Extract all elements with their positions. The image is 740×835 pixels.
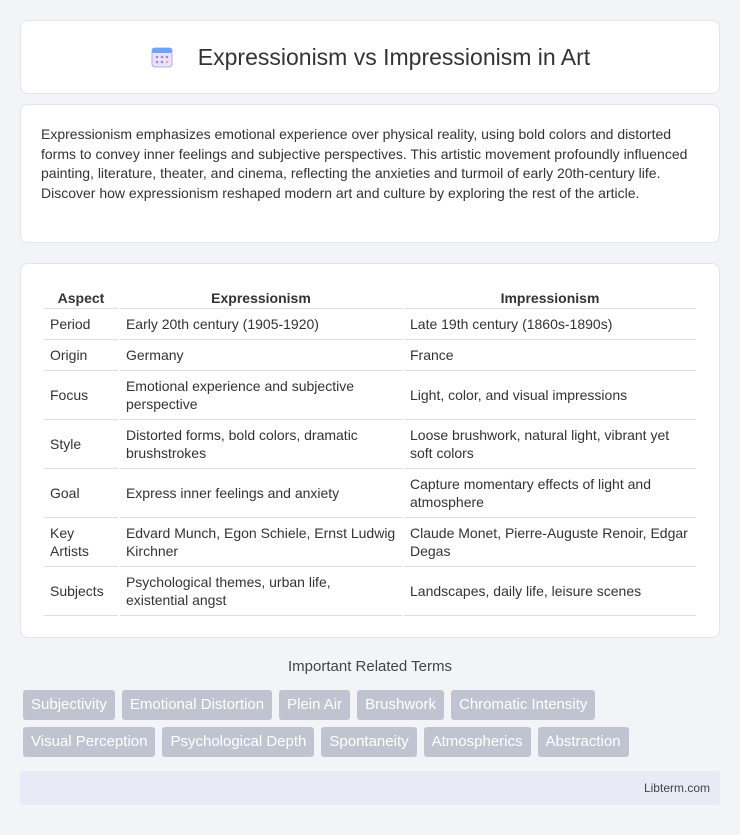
table-row <box>44 420 696 469</box>
table-cell: Express inner feelings and anxiety <box>120 469 402 518</box>
related-terms-title: Important Related Terms <box>288 658 452 675</box>
table-cell: Distorted forms, bold colors, dramatic brushstrokes <box>120 420 402 469</box>
term-tag[interactable]: Subjectivity <box>23 690 115 720</box>
table-cell: Emotional experience and subjective perspective <box>120 371 402 420</box>
table-cell: Psychological themes, urban life, existential angst <box>120 567 402 616</box>
column-header: Impressionism <box>404 284 696 309</box>
page-title: Expressionism vs Impressionism in Art <box>197 43 591 70</box>
table-cell: Focus <box>44 371 118 420</box>
term-tag[interactable]: Visual Perception <box>23 727 155 757</box>
tag-row <box>23 690 723 720</box>
table-cell: Late 19th century (1860s-1890s) <box>404 309 696 340</box>
table-cell: Light, color, and visual impressions <box>404 371 696 420</box>
table-cell: Germany <box>120 340 402 371</box>
comparison-table-card <box>20 263 720 638</box>
table-cell: Key Artists <box>44 518 118 567</box>
table-row <box>44 309 696 340</box>
table-cell: Claude Monet, Pierre-Auguste Renoir, Edgar Degas <box>404 518 696 567</box>
term-tag[interactable]: Abstraction <box>538 727 629 757</box>
calendar-icon <box>150 45 174 69</box>
table-row <box>44 469 696 518</box>
column-header: Expressionism <box>120 284 402 309</box>
header-card <box>20 20 720 94</box>
term-tag[interactable]: Spontaneity <box>321 727 416 757</box>
term-tag[interactable]: Brushwork <box>357 690 444 720</box>
term-tag[interactable]: Chromatic Intensity <box>451 690 595 720</box>
footer <box>20 771 720 805</box>
column-header: Aspect <box>44 284 118 309</box>
table-cell: Edvard Munch, Egon Schiele, Ernst Ludwig Kirchner <box>120 518 402 567</box>
term-tag[interactable]: Emotional Distortion <box>122 690 272 720</box>
term-tag[interactable]: Psychological Depth <box>162 727 314 757</box>
table-cell: Capture momentary effects of light and atmosphere <box>404 469 696 518</box>
table-cell: France <box>404 340 696 371</box>
footer-link[interactable]: Libterm.com <box>643 781 710 795</box>
intro-text: Expressionism emphasizes emotional experience over physical reality, using bold colors and distorted forms to convey inner feelings and subjective perspectives. This artistic movement profoundly influenced painting, literature, theater, and cinema, reflecting the anxieties and turmoil of early 20th-century life. Discover how expressionism reshaped modern art and culture by exploring the rest of the article. <box>41 126 688 201</box>
table-row <box>44 518 696 567</box>
tag-row <box>23 727 723 757</box>
comparison-table <box>42 284 698 616</box>
related-terms-tags <box>23 690 723 764</box>
table-cell: Period <box>44 309 118 340</box>
term-tag[interactable]: Atmospherics <box>424 727 531 757</box>
table-cell: Landscapes, daily life, leisure scenes <box>404 567 696 616</box>
table-cell: Goal <box>44 469 118 518</box>
table-row <box>44 567 696 616</box>
table-cell: Style <box>44 420 118 469</box>
term-tag[interactable]: Plein Air <box>279 690 350 720</box>
table-cell: Loose brushwork, natural light, vibrant yet soft colors <box>404 420 696 469</box>
table-cell: Early 20th century (1905-1920) <box>120 309 402 340</box>
table-row <box>44 340 696 371</box>
table-cell: Origin <box>44 340 118 371</box>
intro-card <box>20 104 720 243</box>
table-cell: Subjects <box>44 567 118 616</box>
table-row <box>44 371 696 420</box>
table-header-row <box>44 284 696 309</box>
